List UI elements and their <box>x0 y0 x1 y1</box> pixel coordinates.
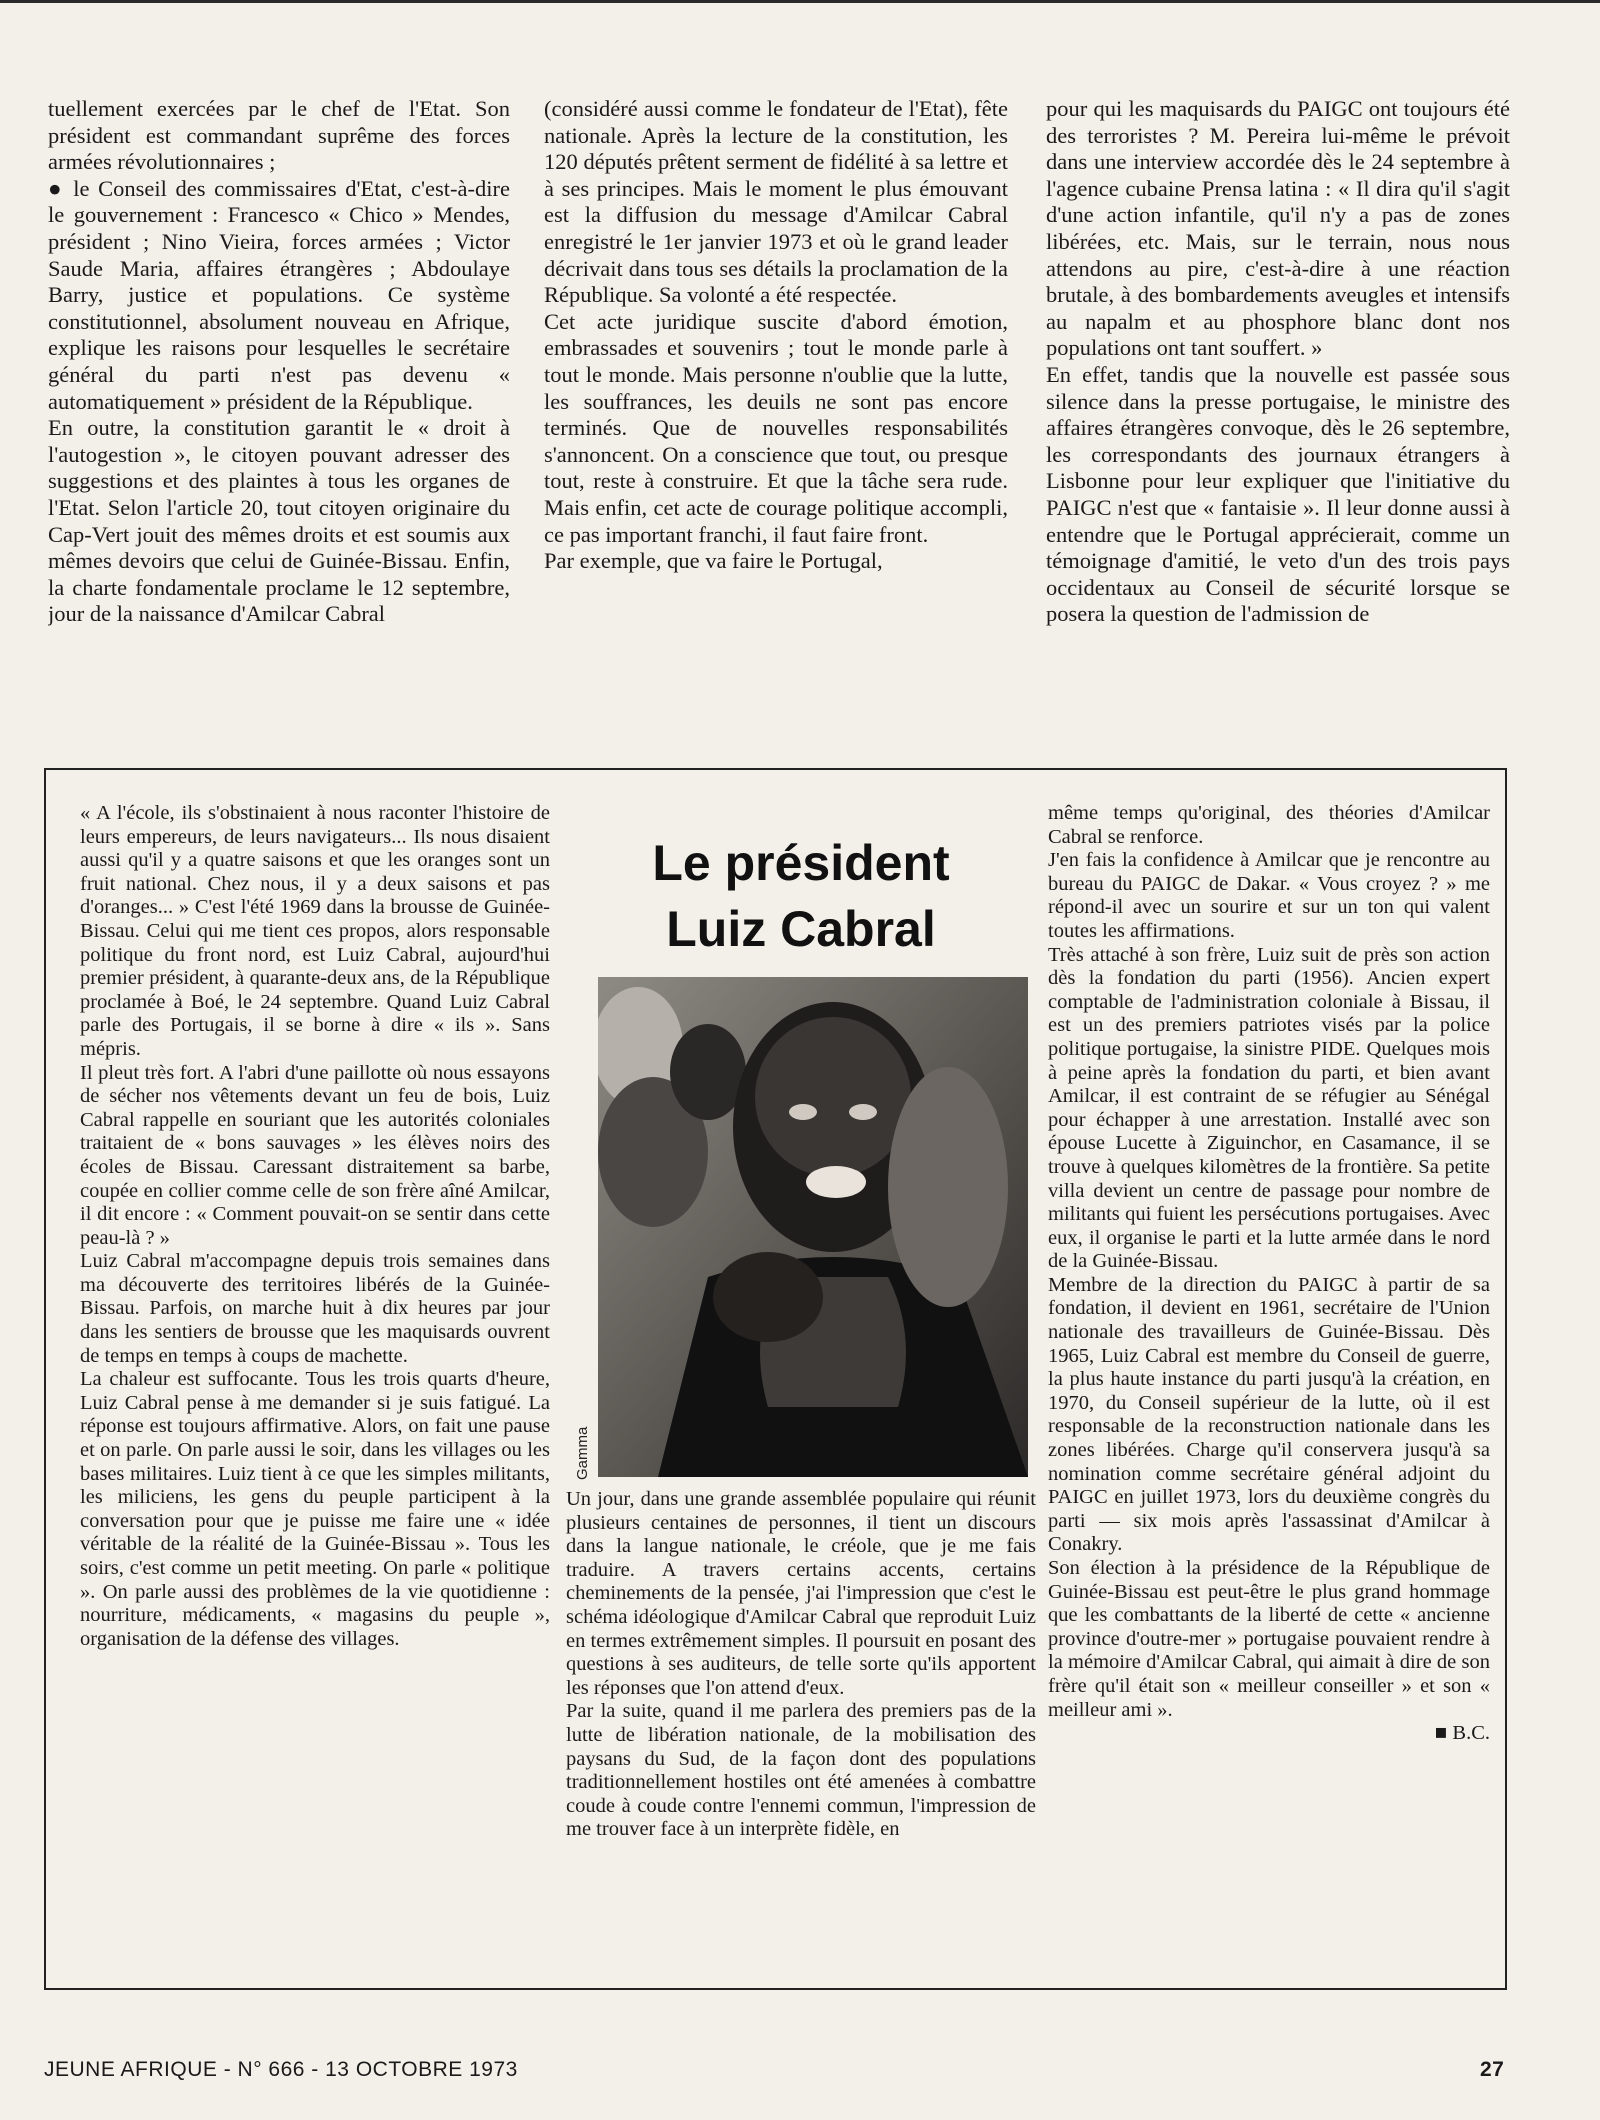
box-column-2 <box>566 1488 1036 1978</box>
paragraph: Par la suite, quand il me parlera des premiers pas de la lutte de libération nationale, de la mobilisation des paysans du Sud, de la façon dont des populations traditionnellement hostiles ont été amenées à combattre coude à coude contre l'ennemi commun, l'impression de me trouver face à un interprète fidèle, en <box>566 1700 1036 1841</box>
paragraph: Membre de la direction du PAIGC à partir de sa fondation, il devient en 1961, secrétaire de l'Union nationale des travailleurs de Guinée-Bissau. Dès 1965, Luiz Cabral est membre du Conseil de guerre, la plus haute instance du parti jusqu'à la création, en 1970, du Conseil supérieur de la lutte, où il est responsable de la reconstruction nationale dans les zones libérées. Charge qu'il conservera jusqu'à sa nomination comme secrétaire général adjoint du PAIGC en juillet 1973, lors du deuxième congrès du parti — six mois après l'assassinat d'Amilcar à Conakry. <box>1048 1273 1490 1556</box>
box-column-1 <box>80 802 550 1977</box>
paragraph: En effet, tandis que la nouvelle est passée sous silence dans la presse portugaise, le ministre des affaires étrangères convoque, dès le 26 septembre, les correspondants des journaux étrangers à Lisbonne pour leur expliquer que l'initiative du PAIGC n'est que « fantaisie ». Il leur donne aussi à entendre que le Portugal apprécierait, comme un témoignage d'amitié, le veto d'un des trois pays occidentaux au Conseil de sécurité lorsque se posera la question de l'admission de <box>1046 361 1510 627</box>
top-rule <box>0 0 1600 3</box>
box-title-line-1: Le président <box>652 835 950 891</box>
portrait-photo <box>598 977 1028 1477</box>
box-column-3 <box>1048 802 1490 1977</box>
article-column-1 <box>48 96 510 736</box>
photo-credit: Gamma <box>574 1426 591 1480</box>
paragraph: Un jour, dans une grande assemblée populaire qui réunit plusieurs centaines de personnes, il tient un discours dans la langue nationale, le créole, que je me fais traduire. A travers certains accents, certains cheminements de la pensée, j'ai l'impression que c'est le schéma idéologique d'Amilcar Cabral que reproduit Luiz en termes extrêmement simples. Il poursuit en posant des questions à ses auditeurs, de telle sorte qu'ils apportent les réponses que l'on attend d'eux. <box>566 1488 1036 1699</box>
paragraph: Par exemple, que va faire le Portugal, <box>544 548 883 574</box>
paragraph: J'en fais la confidence à Amilcar que je rencontre au bureau du PAIGC de Dakar. « Vous croyez ? » me répond-il avec un sourire et sur un ton qui valent toutes les affirmations. <box>1048 849 1490 942</box>
paragraph: « A l'école, ils s'obstinaient à nous raconter l'histoire de leurs empereurs, de leurs navigateurs... Ils nous disaient aussi qu'il y a quatre saisons et que les oranges sont un fruit national. Chez nous, il y a deux saisons et pas d'oranges... » C'est l'été 1969 dans la brousse de Guinée-Bissau. Celui qui me tient ces propos, alors responsable politique du front nord, est Luiz Cabral, aujourd'hui premier président, à quarante-deux ans, de la République proclamée à Boé, le 24 septembre. Quand Luiz Cabral parle des Portugais, il se borne à dire « ils ». Sans mépris. <box>80 802 550 1060</box>
paragraph: (considéré aussi comme le fondateur de l'Etat), fête nationale. Après la lecture de la constitution, les 120 députés prêtent serment de fidélité à sa lettre et à ses principes. Mais le moment le plus émouvant est la diffusion du message d'Amilcar Cabral enregistré le 1er janvier 1973 et où le grand leader décrivait dans tous ses détails la proclamation de la République. Sa volonté a été respectée. <box>544 96 1008 308</box>
paragraph: Il pleut très fort. A l'abri d'une paillotte où nous essayons de sécher nos vêtements devant un feu de bois, Luiz Cabral rappelle en souriant que les autorités coloniales traitaient de « bons sauvages » les élèves noirs des écoles de Bissau. Caressant distraitement sa barbe, coupée en collier comme celle de son frère aîné Amilcar, il dit encore : « Comment pouvait-on se sentir dans cette peau-là ? » <box>80 1061 550 1249</box>
paragraph: Son élection à la présidence de la République de Guinée-Bissau est peut-être le plus grand hommage que les combattants de la liberté de cette « ancienne province d'outre-mer » portugaise pouvaient rendre à la mémoire d'Amilcar Cabral, qui aimait à dire de son frère qu'il était son « meilleur conseiller » et son « meilleur ami ». <box>1048 1557 1490 1721</box>
paragraph: ● le Conseil des commissaires d'Etat, c'est-à-dire le gouvernement : Francesco « Chico » Mendes, président ; Nino Vieira, forces armées ; Victor Saude Maria, affaires étrangères ; Abdoulaye Barry, justice et populations. Ce système constitutionnel, absolument nouveau en Afrique, explique les raisons pour lesquelles le secrétaire général du parti n'est pas devenu « automatiquement » président de la République. <box>48 175 510 414</box>
paragraph: Cet acte juridique suscite d'abord émotion, embrassades et souvenirs ; tout le monde parle à tout le monde. Mais personne n'oublie que la lutte, les souffrances, les deuils ne sont pas encore terminés. Que de nouvelles responsabilités s'annoncent. On a conscience que tout, ou presque tout, reste à construire. Et que la tâche sera rude. Mais enfin, cet acte de courage politique accompli, ce pas important franchi, il faut faire front. <box>544 308 1008 547</box>
portrait-photo-image <box>598 977 1028 1477</box>
article-column-3 <box>1046 96 1510 736</box>
paragraph: En outre, la constitution garantit le « droit à l'autogestion », le citoyen pouvant adresser des suggestions et des plaintes à tous les organes de l'Etat. Selon l'article 20, tout citoyen originaire du Cap-Vert jouit des mêmes droits et est soumis aux mêmes devoirs que celui de Guinée-Bissau. Enfin, la charte fondamentale proclame le 12 septembre, jour de la naissance d'Amilcar Cabral <box>48 415 510 627</box>
sidebar-box-president <box>44 768 1507 1990</box>
article-column-2 <box>544 96 1008 736</box>
paragraph: pour qui les maquisards du PAIGC ont toujours été des terroristes ? M. Pereira lui-même le prévoit dans une interview accordée dès le 24 septembre à l'agence cubaine Prensa latina : « Il dira qu'il s'agit d'une action infantile, qu'il n'y a pas de zones libérées, etc. Mais, sur le terrain, nous nous attendons au pire, c'est-à-dire à une réaction brutale, à des bombardements aveugles et intensifs au napalm et au phosphore blanc dont nos populations ont tant souffert. » <box>1046 96 1510 361</box>
box-title <box>566 830 1036 962</box>
paragraph: Luiz Cabral m'accompagne depuis trois semaines dans ma découverte des territoires libérés de la Guinée-Bissau. Parfois, on marche huit à dix heures par jour dans les sentiers de brousse que les maquisards ouvrent de temps en temps à coups de machette. <box>80 1250 550 1367</box>
publication-footer: JEUNE AFRIQUE - N° 666 - 13 OCTOBRE 1973 <box>44 2058 518 2081</box>
paragraph: tuellement exercées par le chef de l'Etat. Son président est commandant suprême des forces armées révolutionnaires ; <box>48 96 510 175</box>
page-number: 27 <box>1480 2058 1505 2081</box>
paragraph: même temps qu'original, des théories d'Amilcar Cabral se renforce. <box>1048 802 1490 848</box>
author-signature: ■ B.C. <box>1434 1722 1490 1745</box>
box-title-line-2: Luiz Cabral <box>666 901 936 957</box>
paragraph: Très attaché à son frère, Luiz suit de près son action dès la fondation du parti (1956). Ancien expert comptable de l'administration coloniale à Bissau, il est un des premiers patriotes visés par la police politique portugaise, la sinistre PIDE. Quelques mois à peine après la fondation du parti, et bien avant Amilcar, il est contraint de se réfugier au Sénégal pour échapper à une arrestation. Installé avec son épouse Lucette à Ziguinchor, en Casamance, il se trouve à quelques kilomètres de la frontière. Sa petite villa devient un centre de passage pour nombre de militants qui fuient les persécutions portugaises. Avec eux, il organise le parti et la lutte armée dans le nord de la Guinée-Bissau. <box>1048 943 1490 1273</box>
paragraph: La chaleur est suffocante. Tous les trois quarts d'heure, Luiz Cabral pense à me demander si je suis fatigué. La réponse est toujours affirmative. Alors, on fait une pause et on parle. On parle aussi le soir, dans les villages ou les bases militaires. Luiz tient à ce que les simples militants, les miliciens, les gens du peuple participent à la conversation pour que je puisse me faire une « idée véritable de la réalité de la Guinée-Bissau ». Tous les soirs, c'est comme un petit meeting. On parle « politique ». On parle aussi des problèmes de la vie quotidienne : nourriture, médicaments, « magasins du peuple », organisation de la défense des villages. <box>80 1368 550 1650</box>
